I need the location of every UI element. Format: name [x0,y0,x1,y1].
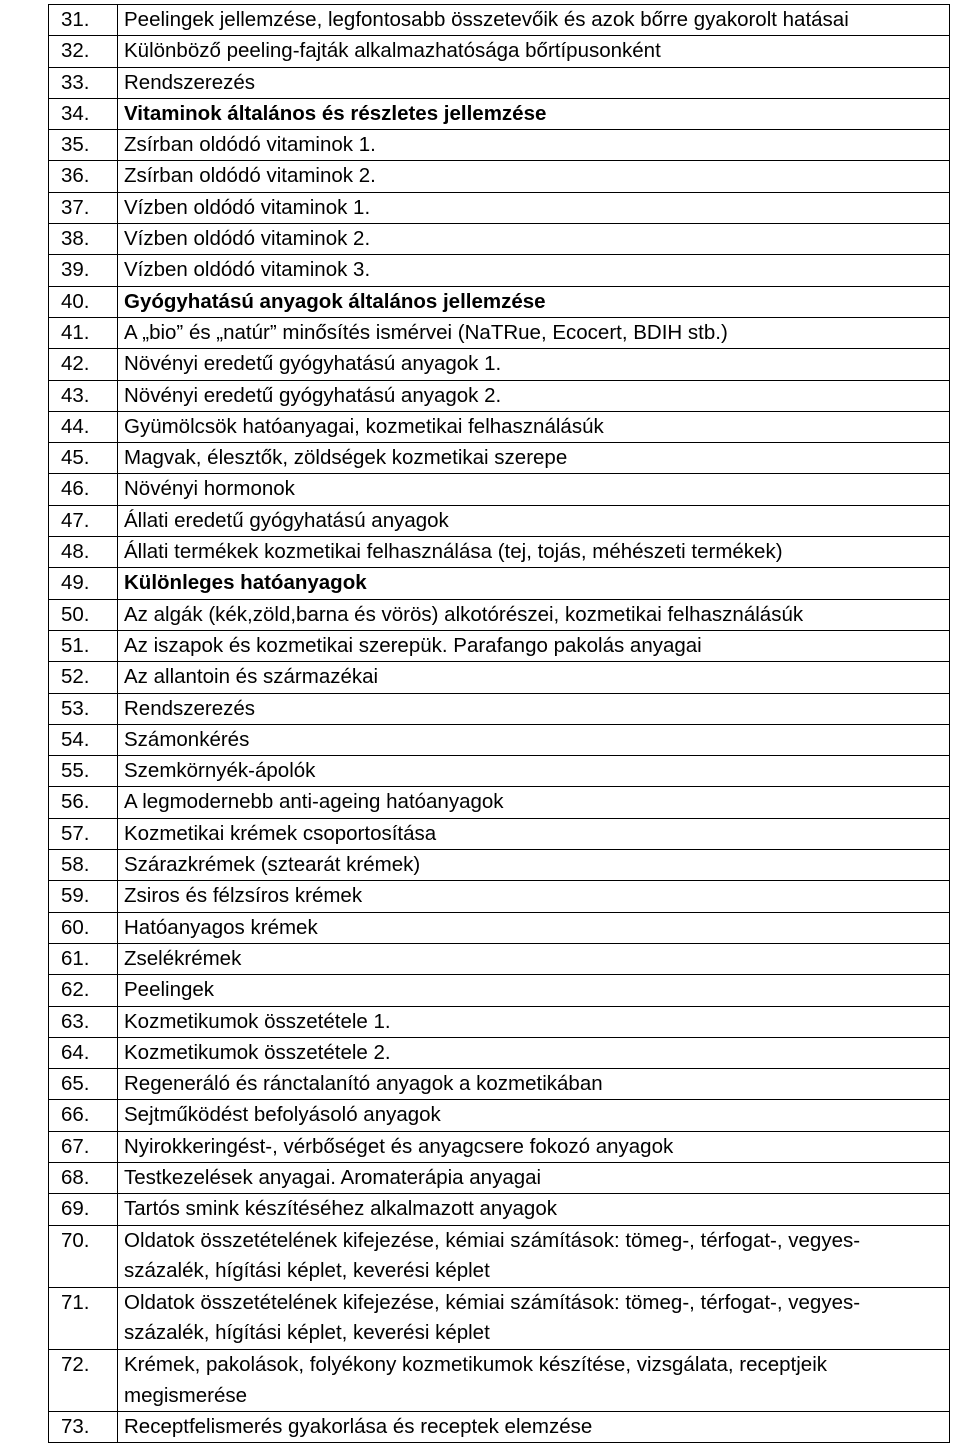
table-row [49,537,950,568]
topic-title: Zsírban oldódó vitaminok 2. [118,161,950,192]
table-row [49,599,950,630]
topic-title: Regeneráló és ránctalanító anyagok a kozmetikában [118,1069,950,1100]
topic-title: Nyirokkeringést-, vérbőséget és anyagcsere fokozó anyagok [118,1131,950,1162]
topic-title: Vízben oldódó vitaminok 2. [118,224,950,255]
topic-title: Oldatok összetételének kifejezése, kémiai számítások: tömeg-, térfogat-, vegyes-százalék, hígítási képlet, keverési képlet [118,1225,950,1287]
topic-number: 72. [49,1349,118,1411]
table-row [49,818,950,849]
table-row [49,1006,950,1037]
topic-number: 66. [49,1100,118,1131]
table-row [49,1349,950,1411]
topic-title: Vízben oldódó vitaminok 1. [118,192,950,223]
table-row [49,349,950,380]
topic-title: Peelingek jellemzése, legfontosabb összetevőik és azok bőrre gyakorolt hatásai [118,5,950,36]
table-row [49,130,950,161]
table-row [49,474,950,505]
topic-title: Oldatok összetételének kifejezése, kémiai számítások: tömeg-, térfogat-, vegyes-százalék, hígítási képlet, keverési képlet [118,1287,950,1349]
topic-number: 34. [49,98,118,129]
topic-title: Rendszerezés [118,693,950,724]
table-row [49,98,950,129]
table-row [49,1287,950,1349]
table-row [49,286,950,317]
topic-number: 57. [49,818,118,849]
table-row [49,505,950,536]
table-row [49,724,950,755]
table-row [49,443,950,474]
topic-number: 49. [49,568,118,599]
topic-title: Növényi eredetű gyógyhatású anyagok 1. [118,349,950,380]
topic-title: Növényi hormonok [118,474,950,505]
topic-title: Szárazkrémek (sztearát krémek) [118,850,950,881]
topic-title: Az algák (kék,zöld,barna és vörös) alkotórészei, kozmetikai felhasználásúk [118,599,950,630]
topic-number: 37. [49,192,118,223]
topic-number: 38. [49,224,118,255]
table-row [49,411,950,442]
topic-title: Növényi eredetű gyógyhatású anyagok 2. [118,380,950,411]
topic-title: Sejtműködést befolyásoló anyagok [118,1100,950,1131]
topic-title: Számonkérés [118,724,950,755]
topic-number: 51. [49,630,118,661]
table-row [49,1037,950,1068]
table-row [49,5,950,36]
topic-title: Az allantoin és származékai [118,662,950,693]
table-row [49,1412,950,1443]
table-row [49,317,950,348]
topic-number: 47. [49,505,118,536]
topic-title: Különböző peeling-fajták alkalmazhatósága bőrtípusonként [118,36,950,67]
topic-title: Testkezelések anyagai. Aromaterápia anyagai [118,1162,950,1193]
topic-number: 71. [49,1287,118,1349]
topic-number: 67. [49,1131,118,1162]
table-row [49,850,950,881]
table-row [49,943,950,974]
topic-number: 52. [49,662,118,693]
table-row [49,161,950,192]
topic-title: Hatóanyagos krémek [118,912,950,943]
topic-number: 50. [49,599,118,630]
table-row [49,1225,950,1287]
topic-title: Állati eredetű gyógyhatású anyagok [118,505,950,536]
table-row [49,912,950,943]
topic-title: Az iszapok és kozmetikai szerepük. Parafango pakolás anyagai [118,630,950,661]
table-row [49,1162,950,1193]
topic-title: Kozmetikai krémek csoportosítása [118,818,950,849]
topic-number: 46. [49,474,118,505]
topic-number: 35. [49,130,118,161]
table-row [49,192,950,223]
topic-title: Zselékrémek [118,943,950,974]
topic-number: 63. [49,1006,118,1037]
topic-title: Krémek, pakolások, folyékony kozmetikumok készítése, vizsgálata, receptjeik megismerése [118,1349,950,1411]
topic-number: 54. [49,724,118,755]
topic-title: Vízben oldódó vitaminok 3. [118,255,950,286]
topic-number: 60. [49,912,118,943]
topic-table [48,4,950,1443]
topic-number: 58. [49,850,118,881]
topic-number: 64. [49,1037,118,1068]
table-row [49,224,950,255]
topic-title: Állati termékek kozmetikai felhasználása (tej, tojás, méhészeti termékek) [118,537,950,568]
topic-number: 39. [49,255,118,286]
topic-number: 62. [49,975,118,1006]
table-row [49,1131,950,1162]
topic-title: A legmodernebb anti-ageing hatóanyagok [118,787,950,818]
table-row [49,255,950,286]
table-row [49,1100,950,1131]
topic-title: A „bio” és „natúr” minősítés ismérvei (NaTRue, Ecocert, BDIH stb.) [118,317,950,348]
topic-number: 56. [49,787,118,818]
topic-title: Gyógyhatású anyagok általános jellemzése [118,286,950,317]
topic-number: 53. [49,693,118,724]
topic-number: 33. [49,67,118,98]
topic-number: 41. [49,317,118,348]
table-row [49,1194,950,1225]
topic-number: 44. [49,411,118,442]
table-row [49,975,950,1006]
table-row [49,787,950,818]
table-row [49,630,950,661]
topic-title: Különleges hatóanyagok [118,568,950,599]
topic-number: 32. [49,36,118,67]
topic-number: 42. [49,349,118,380]
topic-title: Gyümölcsök hatóanyagai, kozmetikai felhasználásúk [118,411,950,442]
topic-number: 69. [49,1194,118,1225]
topic-number: 31. [49,5,118,36]
topic-number: 65. [49,1069,118,1100]
table-row [49,756,950,787]
topic-title: Receptfelismerés gyakorlása és receptek elemzése [118,1412,950,1443]
topic-title: Rendszerezés [118,67,950,98]
table-row [49,568,950,599]
topic-title: Vitaminok általános és részletes jellemzése [118,98,950,129]
topic-title: Tartós smink készítéséhez alkalmazott anyagok [118,1194,950,1225]
topic-number: 45. [49,443,118,474]
table-row [49,693,950,724]
topic-title: Magvak, élesztők, zöldségek kozmetikai szerepe [118,443,950,474]
topic-title: Kozmetikumok összetétele 2. [118,1037,950,1068]
topic-number: 68. [49,1162,118,1193]
topic-title: Szemkörnyék-ápolók [118,756,950,787]
table-row [49,662,950,693]
topic-title: Zsírban oldódó vitaminok 1. [118,130,950,161]
topic-number: 55. [49,756,118,787]
topic-title: Peelingek [118,975,950,1006]
topic-table-body [49,5,950,1443]
topic-number: 73. [49,1412,118,1443]
table-row [49,36,950,67]
table-row [49,881,950,912]
topic-title: Kozmetikumok összetétele 1. [118,1006,950,1037]
topic-number: 70. [49,1225,118,1287]
topic-number: 61. [49,943,118,974]
topic-number: 59. [49,881,118,912]
topic-title: Zsiros és félzsíros krémek [118,881,950,912]
topic-number: 40. [49,286,118,317]
topic-number: 43. [49,380,118,411]
topic-number: 36. [49,161,118,192]
table-row [49,1069,950,1100]
topic-number: 48. [49,537,118,568]
table-row [49,67,950,98]
table-row [49,380,950,411]
